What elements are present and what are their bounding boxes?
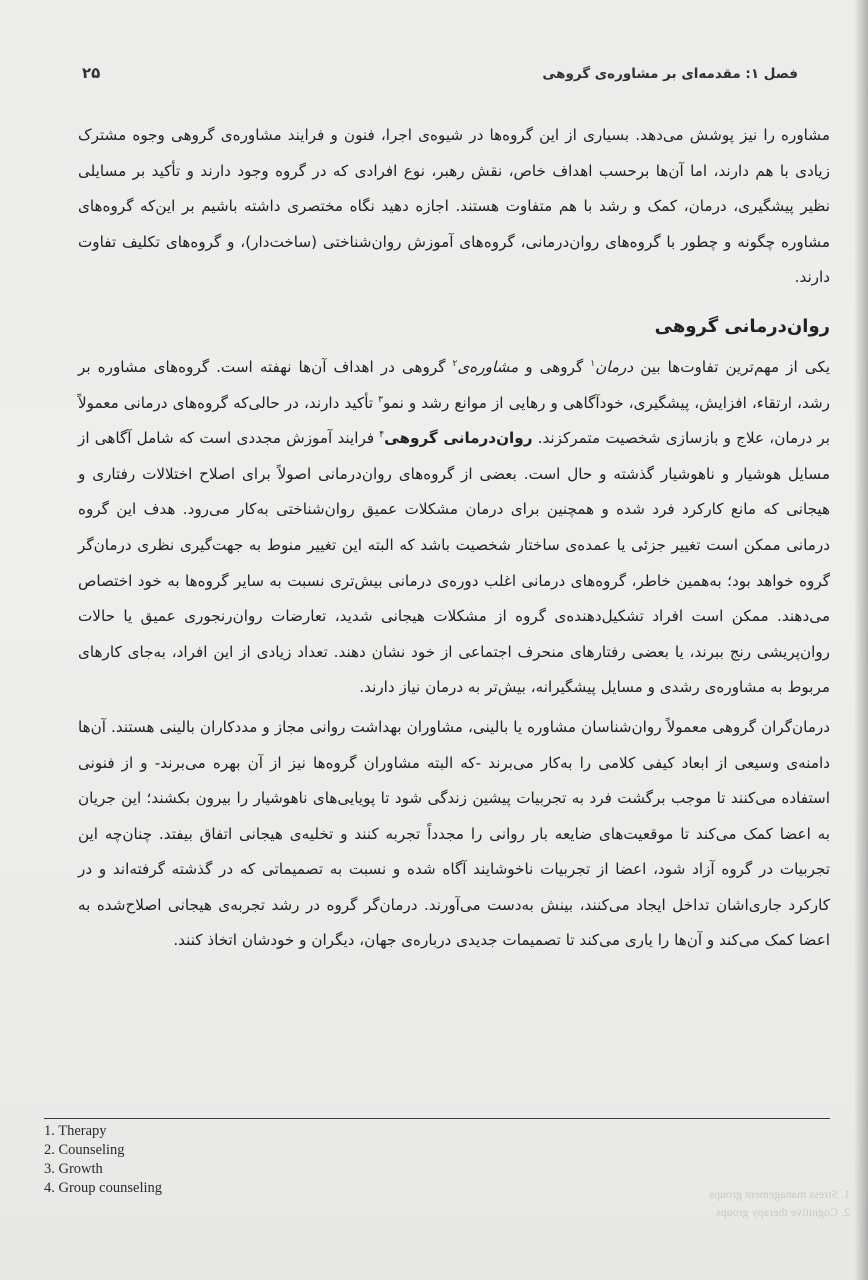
footnote-divider (44, 1118, 830, 1119)
bleed-through-text (640, 1185, 850, 1221)
term-counseling: مشاوره‌ی (457, 357, 519, 376)
text-run: گروهی در اهداف آن‌ها نهفته است. گروه‌های مشاوره بر رشد، ارتقاء، افزایش، پیشگیری، خودآگاهی و رهایی از موانع رشد و نمو (78, 357, 830, 412)
section-heading: روان‌درمانی گروهی (654, 315, 830, 337)
paragraph-group-psychotherapy (78, 350, 830, 706)
chapter-title: فصل ۱: مقدمه‌ای بر مشاوره‌ی گروهی (542, 66, 798, 82)
paragraph-intro: مشاوره را نیز پوشش می‌دهد. بسیاری از این گروه‌ها در شیوه‌ی اجرا، فنون و فرایند مشاوره‌ی گروهی وجوه مشترک زیادی با هم دارند، اما آن‌ها برحسب اهداف خاص، نقش رهبر، نوع افرادی که در گروه وجود دارند و تأکید بر مسایلی نظیر پیشگیری، درمان، کمک و رشد با هم متفاوت هستند. اجازه دهید نگاه مختصری داشته باشیم بر این‌که گروه‌های مشاوره چگونه و چطور با گروه‌های روان‌درمانی، گروه‌های آموزش روان‌شناختی (ساخت‌دار)، و گروه‌های تکلیف تفاوت دارند. (78, 126, 830, 287)
bleed-line-1: 1. Stress management groups (709, 1187, 850, 1201)
text-run: یکی از مهم‌ترین تفاوت‌ها بین (633, 357, 831, 376)
text-run: گروهی و (518, 357, 591, 376)
footnote-ref-3: ۳ (378, 394, 383, 405)
paragraph-group-therapists: درمان‌گران گروهی معمولاً روان‌شناسان مشاوره یا بالینی، مشاوران بهداشت روانی مجاز و مددکاران بالینی هستند. آن‌ها دامنه‌ی وسیعی از ابعاد کیفی کلامی را به‌کار می‌برند -که البته مشاوران گروه‌ها نیز از آن بهره می‌برند- و از فنونی استفاده می‌کنند تا موجب برگشت فرد به تجربیات پیشین زندگی شود تا پویایی‌های ناهوشیار را بیرون بکشند؛ این جریان به اعضا کمک می‌کند تا موقعیت‌های ضایعه بار روانی را مجدداً تجربه کنند و تخلیه‌ی هیجانی اتفاق بیفتد. چنان‌چه این تجربیات در گروه آزاد شود، اعضا از تجربیات ناخوشایند آگاه شده و نسبت به تصمیماتی که در گذشته گرفته‌اند و در کارکرد جاری‌اشان تداخل ایجاد می‌کنند، بینش به‌دست می‌آورند. درمان‌گر گروه در رشد تجربه‌ی هیجانی اصلاح‌شده به اعضا کمک می‌کند و آن‌ها را یاری می‌کند تا تصمیمات جدیدی درباره‌ی جهان، دیگران و خودشان اتخاذ کنند. (78, 717, 830, 950)
page-edge-shadow (854, 0, 868, 1280)
footnote-2: 2. Counseling (44, 1142, 125, 1158)
bleed-line-2: 2. Cognitive therapy groups (716, 1205, 850, 1219)
running-header (82, 62, 798, 88)
text-run: فرایند آموزش مجددی است که شامل آگاهی از مسایل هوشیار و ناهوشیار گذشته و حال است. بعضی از گروه‌های روان‌درمانی اصولاً برای اصلاح اختلالات رفتاری و هیجانی که مانع کارکرد فرد شده و همچنین برای درمان مشکلات عمیق روان‌شناختی به‌کار می‌رود. هدف این گروه درمانی ممکن است تغییر جزئی یا عمده‌ی ساختار شخصیت باشد که البته این تغییر منوط به جهت‌گیری نظری درمان‌گر گروه خواهد بود؛ به‌همین خاطر، گروه‌های درمانی اغلب دوره‌ی درمانی بیش‌تری نسبت به سایر گروه‌ها به خود اختصاص می‌دهند. ممکن است افراد تشکیل‌دهنده‌ی گروه از مشکلات هیجانی شدید، تعارضات روان‌رنجوری عمیق یا حالات روان‌پریشی رنج ببرند، یا بعضی رفتارهای منحرف اجتماعی از خود نشان دهند. تعداد زیادی از این افراد، به‌جای کارهای مربوط به مشاوره‌ی رشدی و مسایل پیشگیرانه، بیش‌تر به درمان نیاز دارند. (78, 429, 830, 697)
term-therapy: درمان (595, 357, 634, 376)
footnote-4: 4. Group counseling (44, 1180, 162, 1196)
footnote-ref-1: ۱ (590, 358, 596, 369)
footnotes (44, 1122, 444, 1198)
footnote-ref-4: ۴ (379, 430, 385, 441)
body-text (78, 118, 830, 959)
page-number: ۲۵ (82, 64, 101, 82)
footnote-3: 3. Growth (44, 1161, 103, 1177)
footnote-1: 1. Therapy (44, 1123, 107, 1139)
footnote-ref-2: ۲ (452, 358, 458, 369)
text-run: تأکید دارند، در حالی‌که گروه‌های درمانی معمولاً بر درمان، علاج و بازسازی شخصیت متمرکزند. (78, 393, 830, 448)
term-group-psychotherapy: روان‌درمانی گروهی (384, 429, 533, 448)
